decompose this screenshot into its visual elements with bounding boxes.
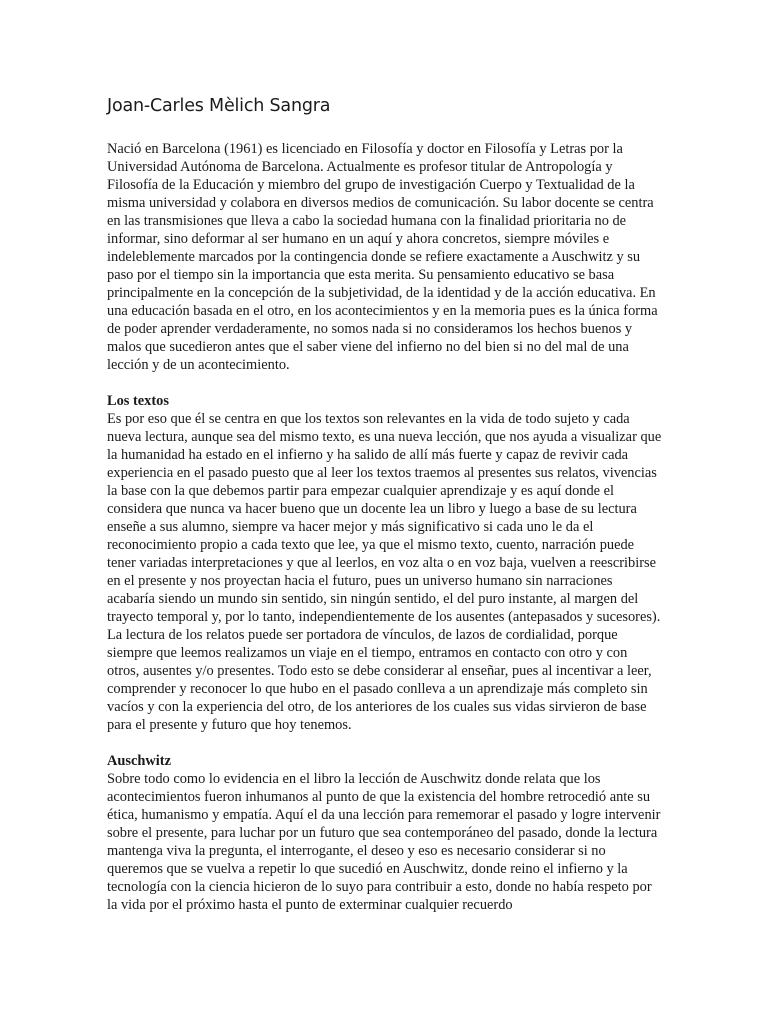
section-los-textos xyxy=(107,392,663,734)
section-body: Es por eso que él se centra en que los textos son relevantes en la vida de todo sujeto y cada nueva lectura, aunque sea del mismo texto, es una nueva lección, que nos ayuda a visualizar que la humanidad ha estado en el infierno y ha salido de allí más fuerte y capaz de revivir cada experiencia en el pasado puesto que al leer los textos traemos al presentes sus relatos, vivencias la base con la que debemos partir para empezar cualquier aprendizaje y es aquí donde el considera que nunca va hacer bueno que un docente lea un libro y luego a base de su lectura enseñe a sus alumno, siempre va hacer mejor y más significativo si cada uno le da el reconocimiento propio a cada texto que lee, ya que el mismo texto, cuento, narración puede tener variadas interpretaciones y que al leerlos, en voz alta o en voz baja, vuelven a reescribirse en el presente y nos proyectan hacia el futuro, pues un universo humano sin narraciones acabaría siendo un mundo sin sentido, sin ningún sentido, el del puro instante, al margen del trayecto temporal y, por lo tanto, independientemente de los ausentes (antepasados y sucesores). La lectura de los relatos puede ser portadora de vínculos, de lazos de cordialidad, porque siempre que leemos realizamos un viaje en el tiempo, entramos en contacto con otro y con otros, ausentes y/o presentes. Todo esto se debe considerar al enseñar, pues al incentivar a leer, comprender y reconocer lo que hubo en el pasado conlleva a un aprendizaje más completo sin vacíos y con la experiencia del otro, de los anteriores de los cuales sus vidas sirvieron de base para el presente y futuro que hoy tenemos. xyxy=(107,411,662,733)
section-body: Sobre todo como lo evidencia en el libro la lección de Auschwitz donde relata que los acontecimientos fueron inhumanos al punto de que la existencia del hombre retrocedió ante su ética, humanismo y empatía. Aquí el da una lección para rememorar el pasado y logre intervenir sobre el presente, para luchar por un futuro que sea contemporáneo del pasado, donde la lectura mantenga viva la pregunta, el interrogante, el deseo y eso es necesario considerar si no queremos que se vuelva a repetir lo que sucedió en Auschwitz, donde reino el infierno y la tecnología con la ciencia hicieron de lo suyo para contribuir a esto, donde no había respeto por la vida por el próximo hasta el punto de exterminar cualquier recuerdo xyxy=(107,771,661,913)
intro-paragraph: Nació en Barcelona (1961) es licenciado en Filosofía y doctor en Filosofía y Letras por la Universidad Autónoma de Barcelona. Actualmente es profesor titular de Antropología y Filosofía de la Educación y miembro del grupo de investigación Cuerpo y Textualidad de la misma universidad y colabora en diversos medios de comunicación. Su labor docente se centra en las transmisiones que lleva a cabo la sociedad humana con la finalidad prioritaria no de informar, sino deformar al ser humano en un aquí y ahora concretos, siempre móviles e indeleblemente marcados por la contingencia donde se refiere exactamente a Auschwitz y su paso por el tiempo sin la importancia que esta merita. Su pensamiento educativo se basa principalmente en la concepción de la subjetividad, de la identidad y de la acción educativa. En una educación basada en el otro, en los acontecimientos y en la memoria pues es la única forma de poder aprender verdaderamente, no somos nada si no consideramos los hechos buenos y malos que sucedieron antes que el saber viene del infierno no del bien si no del mal de una lección y de un acontecimiento. xyxy=(107,141,658,373)
document-page xyxy=(107,94,663,914)
document-title: Joan-Carles Mèlich Sangra xyxy=(107,96,331,116)
section-heading: Los textos xyxy=(107,393,169,409)
section-auschwitz xyxy=(107,752,663,914)
section-heading: Auschwitz xyxy=(107,753,171,769)
